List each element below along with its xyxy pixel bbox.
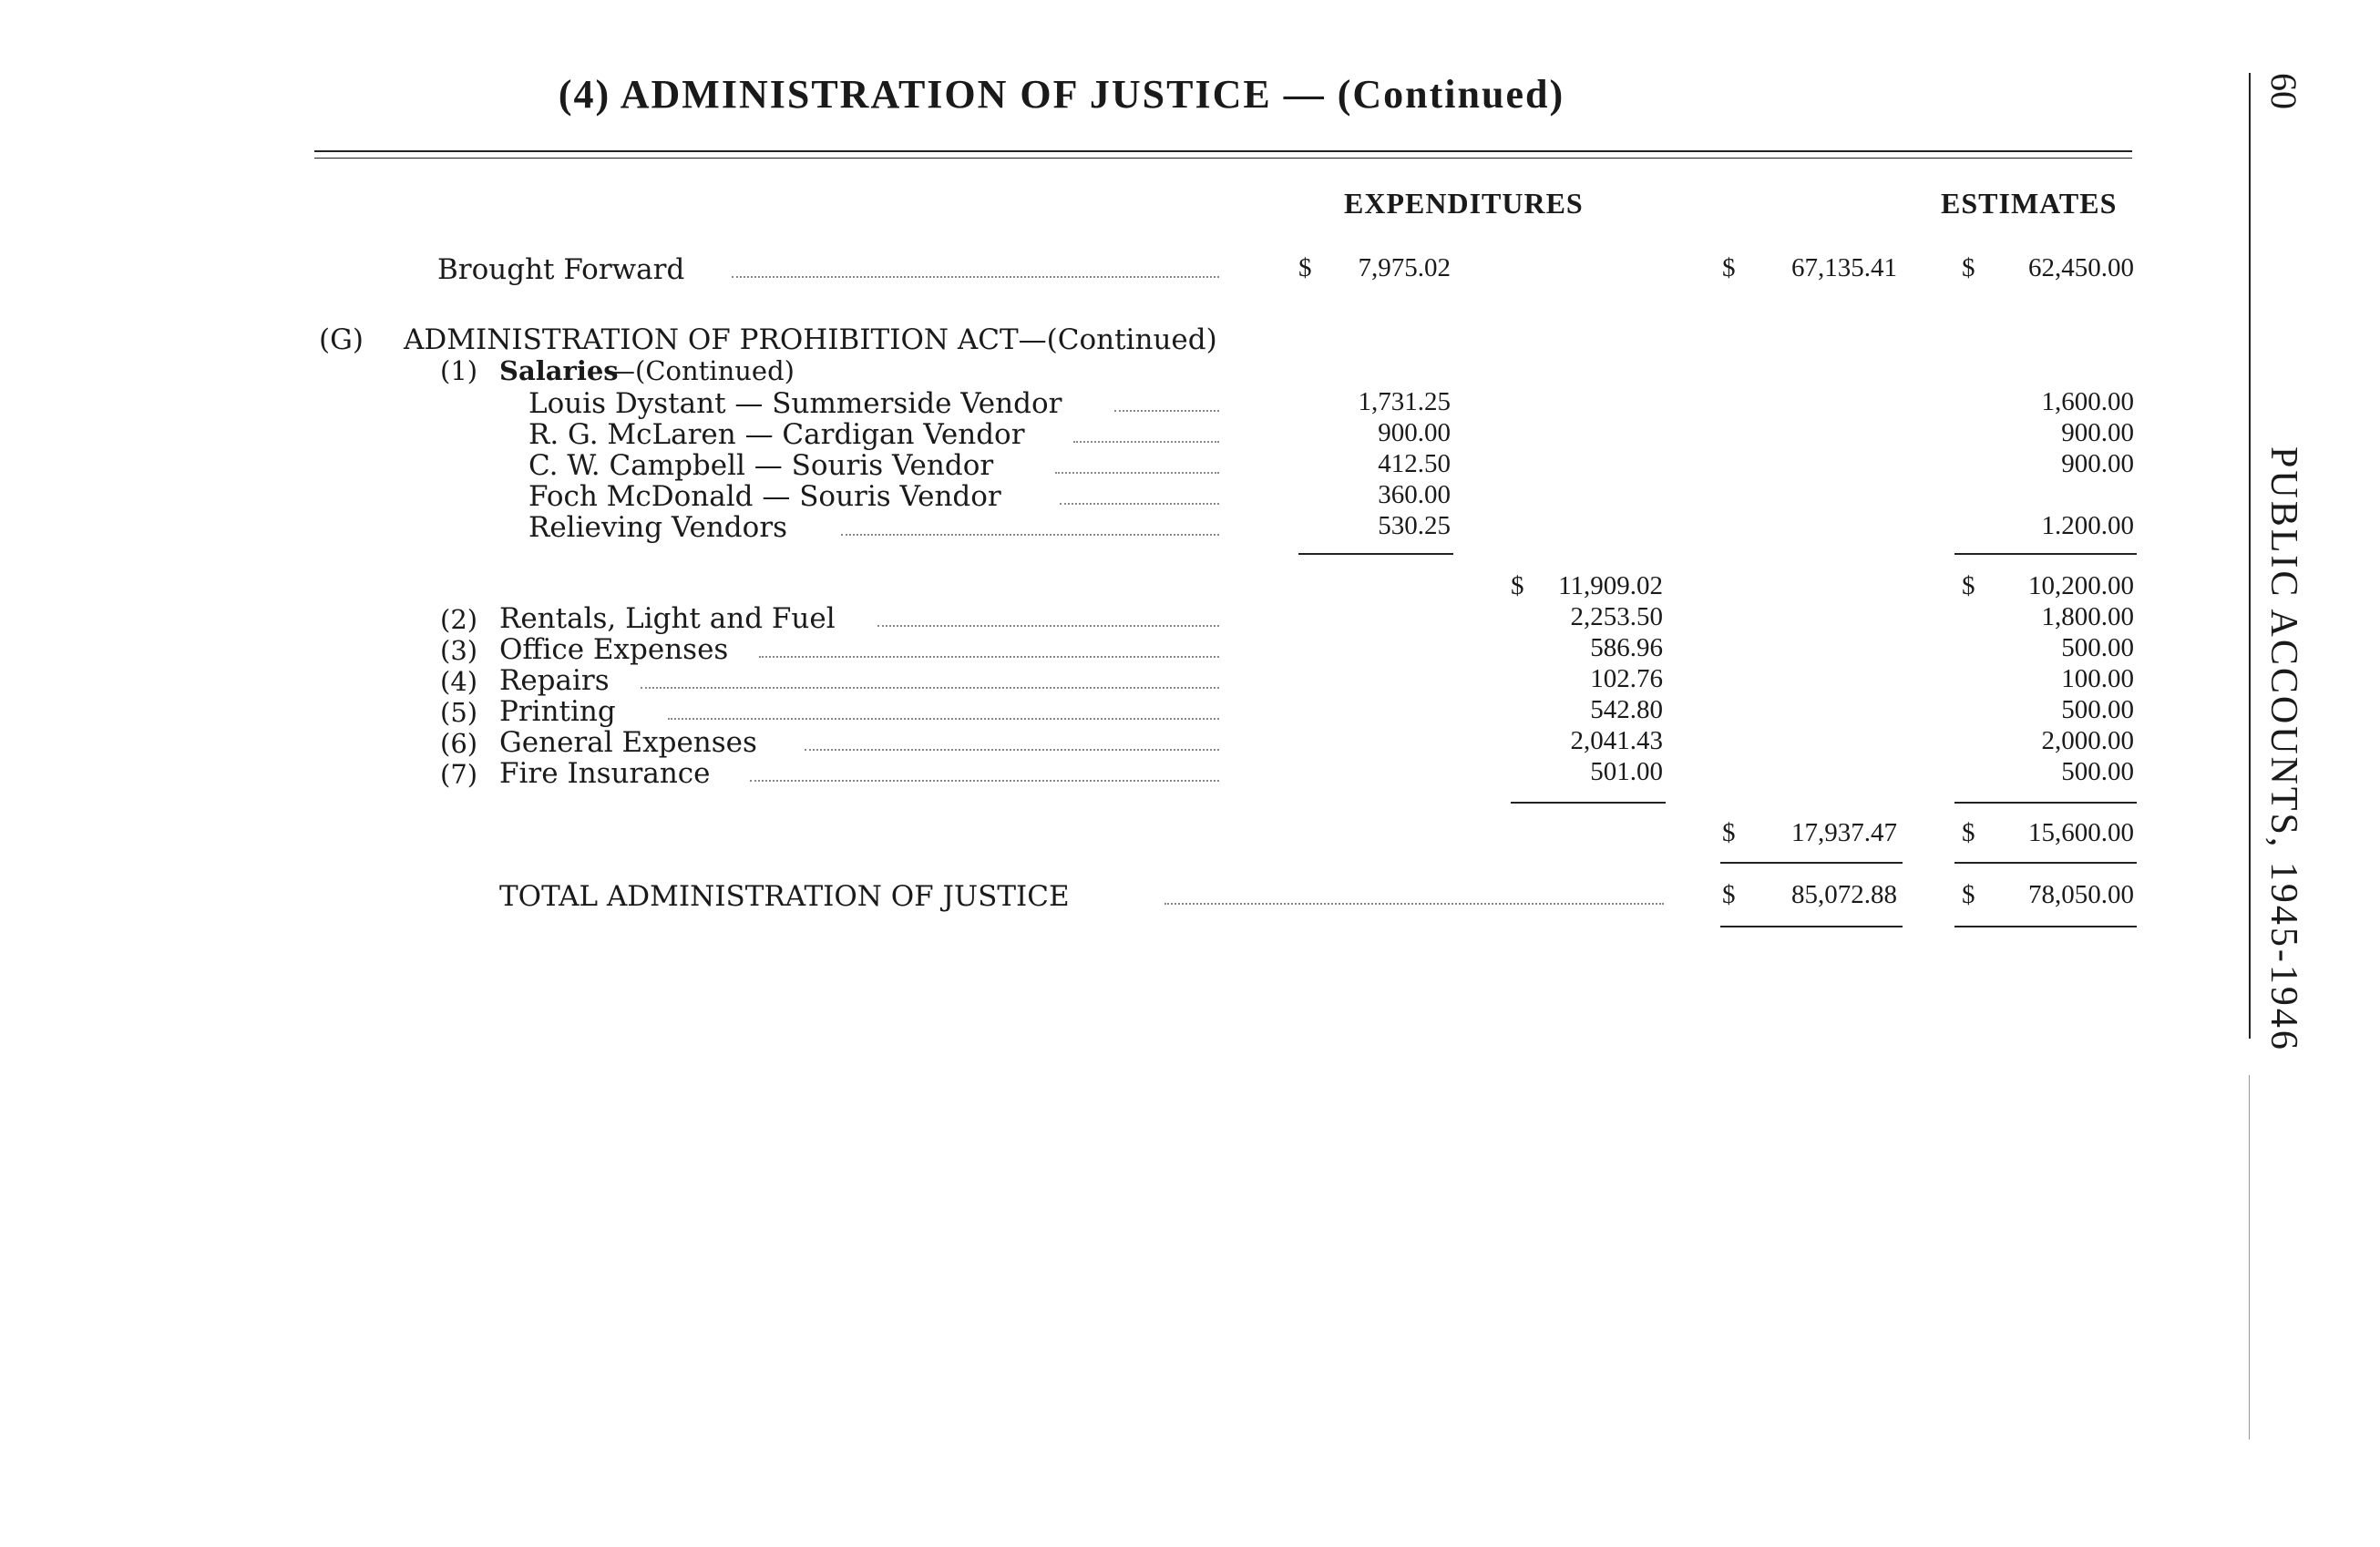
subtotal-rule: [1954, 802, 2137, 804]
dollar-sign: $: [1722, 253, 1736, 282]
item-number: (3): [440, 635, 478, 666]
item-estimate: 500.00: [2061, 757, 2134, 786]
leader-dots: [805, 746, 1219, 751]
dollar-sign: $: [1722, 880, 1736, 909]
salary-row-label: Relieving Vendors: [528, 511, 788, 544]
dollar-sign: $: [1298, 253, 1312, 282]
total-rule: [1954, 862, 2137, 864]
item-expenditure: 2,253.50: [1570, 602, 1663, 631]
subtotal-rule: [1298, 553, 1453, 555]
subsection-number: (1): [440, 355, 478, 386]
salary-row-estimate: 900.00: [2061, 418, 2134, 447]
column-heading-estimates: ESTIMATES: [1941, 187, 2118, 220]
page-number: 60: [2263, 73, 2304, 109]
header-rule-bottom: [314, 158, 2132, 159]
item-number: (4): [440, 666, 478, 697]
dollar-sign: $: [1962, 253, 1975, 282]
item-number: (7): [440, 759, 478, 790]
margin-rule: [2249, 73, 2251, 1039]
leader-dots: [668, 715, 1219, 720]
item-label: Printing: [499, 695, 616, 728]
salary-row-estimate: 1.200.00: [2041, 511, 2134, 540]
running-head: PUBLIC ACCOUNTS, 1945-1946: [2262, 446, 2304, 1052]
leader-dots: [1060, 500, 1219, 505]
item-estimate: 2,000.00: [2041, 726, 2134, 755]
dollar-sign: $: [1962, 818, 1975, 847]
salary-row-label: R. G. McLaren — Cardigan Vendor: [528, 418, 1025, 451]
dollar-sign: $: [1722, 818, 1736, 847]
leader-dots: [1164, 900, 1664, 905]
subtotal-rule: [1511, 802, 1666, 804]
leader-dots: [759, 653, 1219, 658]
subsection-suffix: —(Continued): [609, 355, 795, 386]
salary-row-label: Louis Dystant — Summerside Vendor: [528, 387, 1062, 420]
item-expenditure: 102.76: [1590, 664, 1663, 693]
total-rule: [1720, 926, 1903, 927]
subsection-label: Salaries: [499, 355, 619, 386]
dollar-sign: $: [1962, 880, 1975, 909]
item-estimate: 500.00: [2061, 633, 2134, 662]
leader-dots: [1073, 438, 1219, 443]
item-label: Rentals, Light and Fuel: [499, 602, 836, 635]
item-number: (2): [440, 604, 478, 635]
salary-row-label: Foch McDonald — Souris Vendor: [528, 480, 1001, 513]
item-estimate: 100.00: [2061, 664, 2134, 693]
salary-row-expenditure: 530.25: [1378, 511, 1451, 540]
leader-dots: [732, 273, 1219, 278]
leader-dots: [1114, 407, 1219, 412]
leader-dots: [641, 684, 1219, 689]
salary-row-expenditure: 360.00: [1378, 480, 1451, 509]
item-expenditure: 2,041.43: [1570, 726, 1663, 755]
header-rule-top: [314, 150, 2132, 152]
leader-dots: [841, 531, 1219, 536]
total-rule: [1720, 862, 1903, 864]
grand-total-estimate: 78,050.00: [2028, 880, 2134, 909]
salary-row-expenditure: 412.50: [1378, 449, 1451, 478]
item-expenditure: 586.96: [1590, 633, 1663, 662]
salaries-total: 11,909.02: [1558, 571, 1663, 600]
dollar-sign: $: [1511, 571, 1524, 600]
section-heading: ADMINISTRATION OF PROHIBITION ACT—(Continued): [404, 323, 1217, 356]
margin-rule-faint: [2249, 1075, 2250, 1439]
leader-dots: [750, 777, 1219, 782]
item-expenditure: 501.00: [1590, 757, 1663, 786]
item-label: General Expenses: [499, 726, 757, 759]
column-heading-expenditures: EXPENDITURES: [1344, 187, 1584, 220]
grand-total-expenditure: 85,072.88: [1791, 880, 1897, 909]
item-estimate: 500.00: [2061, 695, 2134, 724]
item-label: Office Expenses: [499, 633, 729, 666]
subtotal-rule: [1954, 553, 2137, 555]
leader-dots: [1055, 469, 1219, 474]
section-total-expenditure: 17,937.47: [1791, 818, 1897, 847]
item-number: (5): [440, 697, 478, 728]
total-rule: [1954, 926, 2137, 927]
leader-dots: [877, 622, 1219, 627]
item-label: Fire Insurance: [499, 757, 711, 790]
salary-row-expenditure: 1,731.25: [1358, 387, 1451, 416]
item-label: Repairs: [499, 664, 610, 697]
dollar-sign: $: [1962, 571, 1975, 600]
salaries-estimate-total: 10,200.00: [2028, 571, 2134, 600]
brought-forward-label: Brought Forward: [437, 253, 685, 286]
salary-row-estimate: 1,600.00: [2041, 387, 2134, 416]
item-number: (6): [440, 728, 478, 759]
section-total-estimate: 15,600.00: [2028, 818, 2134, 847]
item-expenditure: 542.80: [1590, 695, 1663, 724]
salary-row-label: C. W. Campbell — Souris Vendor: [528, 449, 994, 482]
salary-row-expenditure: 900.00: [1378, 418, 1451, 447]
brought-forward-total: 67,135.41: [1791, 253, 1897, 282]
page-title: (4) ADMINISTRATION OF JUSTICE — (Continued): [558, 72, 1565, 117]
salary-row-estimate: 900.00: [2061, 449, 2134, 478]
grand-total-label: TOTAL ADMINISTRATION OF JUSTICE: [499, 880, 1070, 913]
item-estimate: 1,800.00: [2041, 602, 2134, 631]
section-letter: (G): [319, 323, 364, 356]
brought-forward-estimate: 62,450.00: [2028, 253, 2134, 282]
brought-forward-expenditure: 7,975.02: [1358, 253, 1451, 282]
